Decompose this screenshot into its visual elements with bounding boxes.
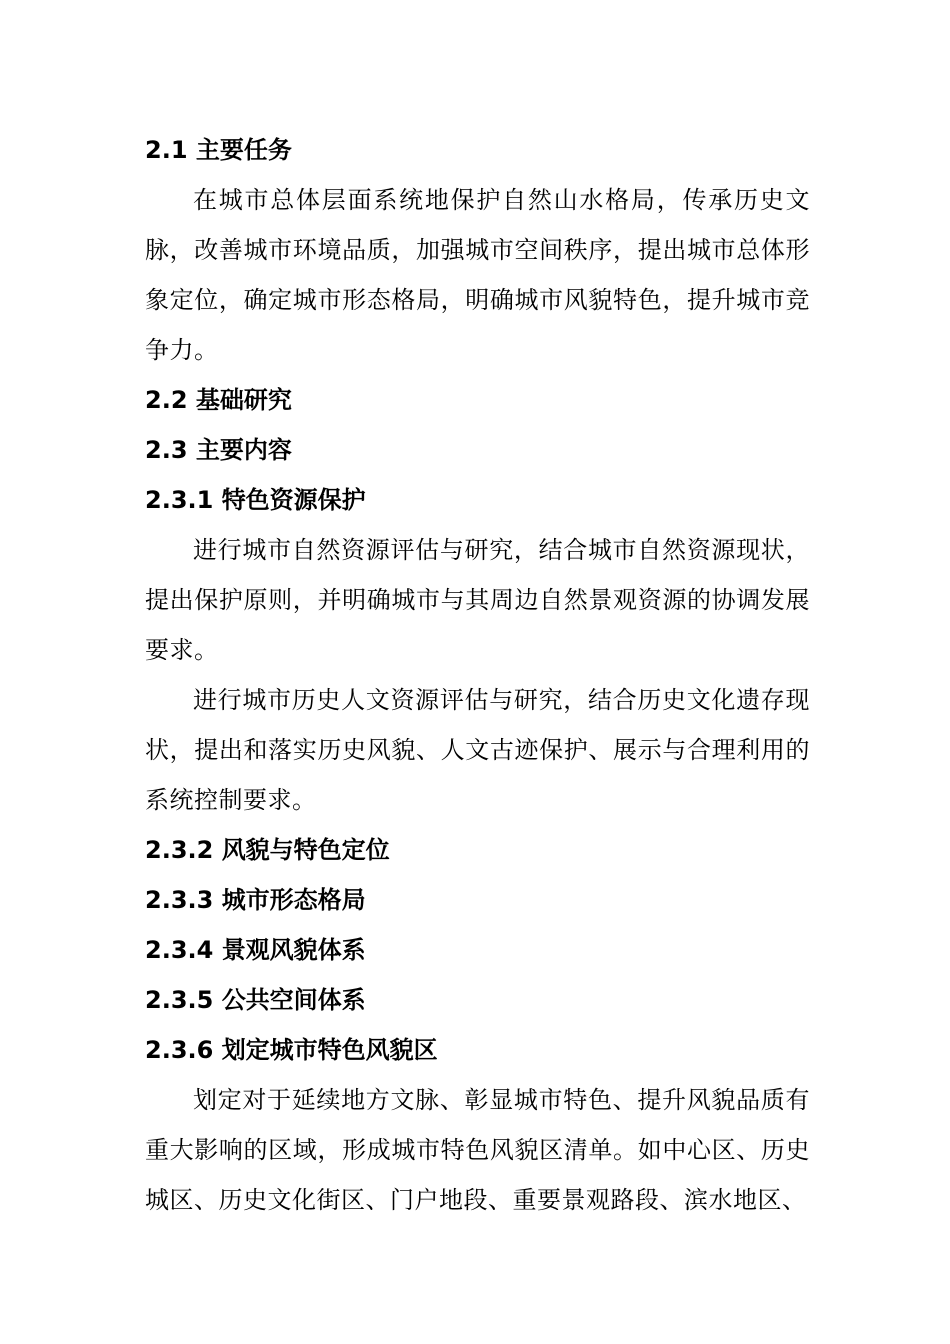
heading-2-1: 2.1 主要任务 bbox=[145, 136, 292, 164]
paragraph-main-tasks: 在城市总体层面系统地保护自然山水格局，传承历史文脉，改善城市环境品质，加强城市空间秩序，提出城市总体形象定位，确定城市形态格局，明确城市风貌特色，提升城市竞争力。 bbox=[145, 186, 810, 364]
paragraph-cultural-resources: 进行城市历史人文资源评估与研究，结合历史文化遗存现状，提出和落实历史风貌、人文古迹保护、展示与合理利用的系统控制要求。 bbox=[145, 686, 810, 814]
paragraph-feature-zones: 划定对于延续地方文脉、彰显城市特色、提升风貌品质有重大影响的区域，形成城市特色风貌区清单。如中心区、历史城区、历史文化街区、门户地段、重要景观路段、滨水地区、 bbox=[145, 1086, 810, 1214]
heading-2-3-1: 2.3.1 特色资源保护 bbox=[145, 486, 366, 514]
heading-2-3: 2.3 主要内容 bbox=[145, 436, 292, 464]
paragraph-natural-resources: 进行城市自然资源评估与研究，结合城市自然资源现状，提出保护原则，并明确城市与其周边自然景观资源的协调发展要求。 bbox=[145, 536, 810, 664]
heading-2-3-2: 2.3.2 风貌与特色定位 bbox=[145, 836, 390, 864]
heading-2-3-6: 2.3.6 划定城市特色风貌区 bbox=[145, 1036, 438, 1064]
heading-2-3-5: 2.3.5 公共空间体系 bbox=[145, 986, 366, 1014]
document-body bbox=[145, 125, 810, 1225]
heading-2-2: 2.2 基础研究 bbox=[145, 386, 292, 414]
heading-2-3-4: 2.3.4 景观风貌体系 bbox=[145, 936, 366, 964]
heading-2-3-3: 2.3.3 城市形态格局 bbox=[145, 886, 366, 914]
